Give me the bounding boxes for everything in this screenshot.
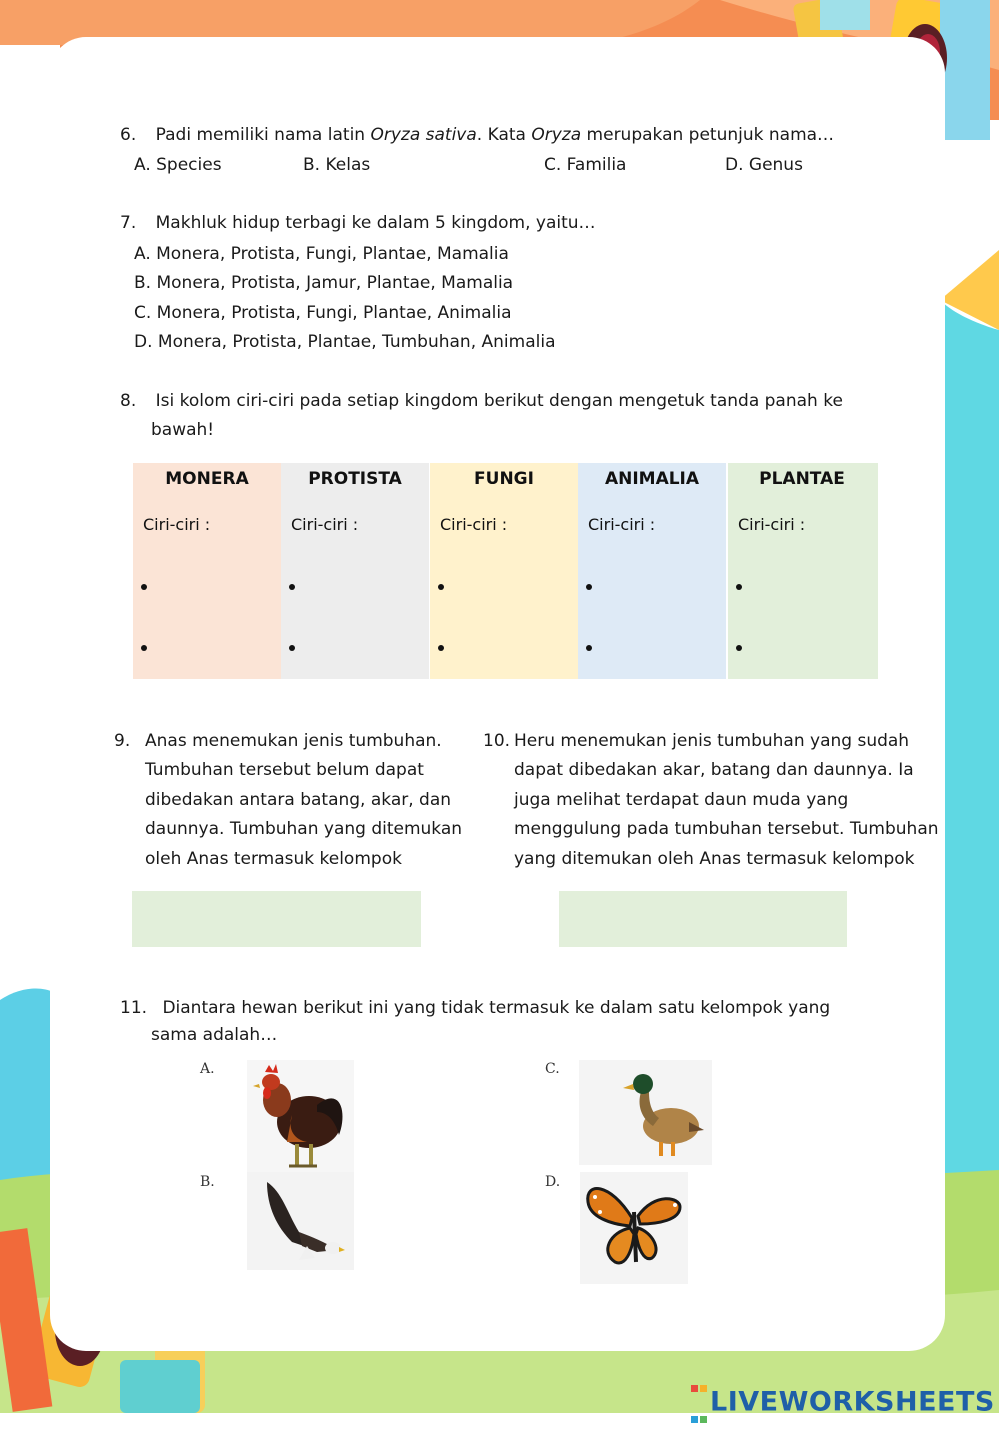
brand-text: LIVEWORKSHEETS [710,1386,995,1418]
q9-answer-input[interactable] [132,891,421,947]
column-fungi [430,463,578,679]
column-protista [281,463,429,679]
q6-option-d: D. Genus [725,155,803,175]
logo-icon [690,1372,710,1434]
question-9 [114,727,130,756]
q6-option-a: A. Species [134,155,222,175]
option-b-label: B. [200,1174,215,1190]
q6-option-c: C. Familia [544,155,627,175]
bullet-dropdown[interactable] [438,645,444,651]
q7-option-a: A. Monera, Protista, Fungi, Plantae, Mamalia [134,244,509,264]
bullet-dropdown[interactable] [438,584,444,590]
q7-option-c: C. Monera, Protista, Fungi, Plantae, Animalia [134,303,512,323]
bullet-dropdown[interactable] [141,584,147,590]
eagle-image [247,1172,354,1270]
option-a-label: A. [200,1061,215,1077]
bullet-dropdown[interactable] [736,645,742,651]
liveworksheets-logo [690,1372,995,1434]
column-animalia [578,463,726,679]
question-text: Isi kolom ciri-ciri pada setiap kingdom berikut dengan mengetuk tanda panah ke [155,391,843,411]
question-8-line2: bawah! [151,420,215,440]
bullet-dropdown[interactable] [586,584,592,590]
question-6 [120,121,834,150]
bullet-dropdown[interactable] [141,645,147,651]
q7-option-d: D. Monera, Protista, Plantae, Tumbuhan, Animalia [134,332,556,352]
ciri-label: Ciri-ciri : [738,515,806,534]
question-11-line2: sama adalah… [151,1025,278,1045]
bullet-dropdown[interactable] [736,584,742,590]
column-header: PLANTAE [759,469,845,489]
question-number: 6. [120,125,137,145]
q10-line: yang ditemukan oleh Anas termasuk kelompok [514,849,915,869]
question-text: Padi memiliki nama latin Oryza sativa. Kata Oryza merupakan petunjuk nama… [155,125,835,145]
question-7 [120,209,596,238]
question-number: 10. [483,731,511,751]
q9-line: oleh Anas termasuk kelompok [145,849,402,869]
q9-line: Anas menemukan jenis tumbuhan. [145,731,442,751]
question-number: 8. [120,391,137,411]
ciri-label: Ciri-ciri : [440,515,508,534]
q10-line: juga melihat terdapat daun muda yang [514,790,849,810]
question-text: Makhluk hidup terbagi ke dalam 5 kingdom, yaitu… [155,213,596,233]
column-header: PROTISTA [308,469,402,489]
column-header: FUNGI [474,469,534,489]
latin-name: Oryza sativa [370,125,477,145]
q10-line: dapat dibedakan akar, batang dan daunnya. Ia [514,760,914,780]
column-plantae [728,463,878,679]
rooster-image [247,1060,354,1172]
q7-option-b: B. Monera, Protista, Jamur, Plantae, Mamalia [134,273,514,293]
column-header: MONERA [165,469,249,489]
q10-answer-input[interactable] [559,891,847,947]
q6-option-b: B. Kelas [303,155,371,175]
question-number: 9. [114,731,131,751]
question-10 [483,727,510,756]
option-c-label: C. [545,1061,560,1077]
q9-line: dibedakan antara batang, akar, dan [145,790,452,810]
butterfly-image [580,1172,688,1284]
question-number: 7. [120,213,137,233]
duck-image [579,1060,712,1165]
question-text: Diantara hewan berikut ini yang tidak termasuk ke dalam satu kelompok yang [162,998,831,1018]
q9-line: daunnya. Tumbuhan yang ditemukan [145,819,463,839]
q10-line: menggulung pada tumbuhan tersebut. Tumbuhan [514,819,939,839]
q10-line: Heru menemukan jenis tumbuhan yang sudah [514,731,910,751]
bullet-dropdown[interactable] [289,645,295,651]
question-number: 11. [120,998,148,1018]
column-monera [133,463,281,679]
bullet-dropdown[interactable] [289,584,295,590]
question-8 [120,387,843,416]
column-header: ANIMALIA [604,469,700,489]
ciri-label: Ciri-ciri : [291,515,359,534]
option-d-label: D. [545,1174,561,1190]
question-11 [120,994,830,1023]
bullet-dropdown[interactable] [586,645,592,651]
q9-line: Tumbuhan tersebut belum dapat [145,760,424,780]
ciri-label: Ciri-ciri : [588,515,656,534]
ciri-label: Ciri-ciri : [143,515,211,534]
genus-name: Oryza [531,125,582,145]
